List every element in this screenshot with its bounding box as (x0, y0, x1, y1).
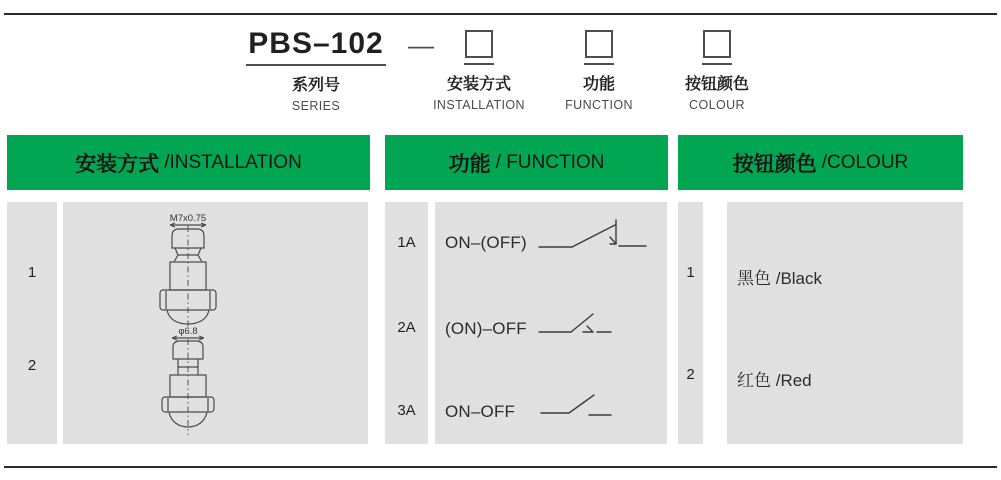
colour-header-cn: 按钮颜色 (732, 152, 817, 176)
top-divider (4, 13, 997, 15)
installation-row-code: 2 (27, 357, 37, 374)
function-code-box (585, 30, 613, 58)
colour-code-underline (702, 63, 732, 65)
function-row-code: 1A (397, 234, 416, 251)
function-row-label: (ON)–OFF (445, 319, 527, 338)
bottom-divider (4, 466, 997, 468)
momentary-on-switch-symbol (537, 216, 649, 250)
ordering-field-installation (419, 30, 539, 112)
colour-row-code: 2 (686, 366, 695, 383)
installation-table-header (7, 135, 370, 190)
function-header-en: / FUNCTION (495, 151, 605, 173)
function-row-label: ON–(OFF) (445, 233, 527, 252)
maintained-switch-symbol (537, 392, 649, 420)
installation-field-label-en: INSTALLATION (433, 98, 525, 112)
separator-dash-glyph: — (408, 30, 434, 60)
diameter-dimension-label: φ6.8 (178, 326, 198, 337)
installation-header-cn: 安装方式 (75, 152, 160, 176)
installation-code-column (7, 202, 57, 444)
mount-style-2-drawing (162, 326, 214, 435)
function-field-label-cn: 功能 (582, 76, 615, 93)
ordering-field-function (539, 30, 659, 112)
function-row-label: ON–OFF (445, 402, 516, 421)
installation-row-code: 1 (27, 264, 37, 281)
function-field-label-en: FUNCTION (565, 98, 633, 112)
function-row-code: 3A (397, 402, 416, 419)
colour-code-column (678, 202, 703, 444)
function-table-header (385, 135, 668, 190)
series-label-en: SERIES (291, 99, 341, 113)
installation-field-label-cn: 安装方式 (446, 76, 511, 93)
colour-field-label-cn: 按钮颜色 (684, 76, 749, 93)
function-row-code: 2A (397, 319, 416, 336)
installation-technical-drawing (150, 203, 240, 443)
mount-style-1-drawing (160, 213, 216, 329)
thread-dimension-label: M7x0.75 (169, 213, 207, 224)
momentary-off-switch-symbol (537, 310, 649, 336)
series-label-cn: 系列号 (291, 77, 340, 94)
colour-row-label: 黑色 /Black (737, 269, 823, 288)
colour-header-en: /COLOUR (821, 151, 909, 173)
ordering-field-colour (657, 30, 777, 112)
colour-content-column (727, 202, 963, 444)
series-block (246, 27, 386, 113)
colour-row-label: 红色 /Red (737, 371, 812, 390)
colour-code-box (703, 30, 731, 58)
function-header-cn: 功能 (448, 152, 491, 176)
colour-row-code: 1 (686, 264, 695, 281)
installation-code-underline (464, 63, 494, 65)
function-code-underline (584, 63, 614, 65)
installation-header-en: /INSTALLATION (164, 151, 302, 173)
series-code: PBS–102 (246, 27, 385, 66)
installation-code-box (465, 30, 493, 58)
colour-table-header (678, 135, 963, 190)
colour-field-label-en: COLOUR (689, 98, 745, 112)
